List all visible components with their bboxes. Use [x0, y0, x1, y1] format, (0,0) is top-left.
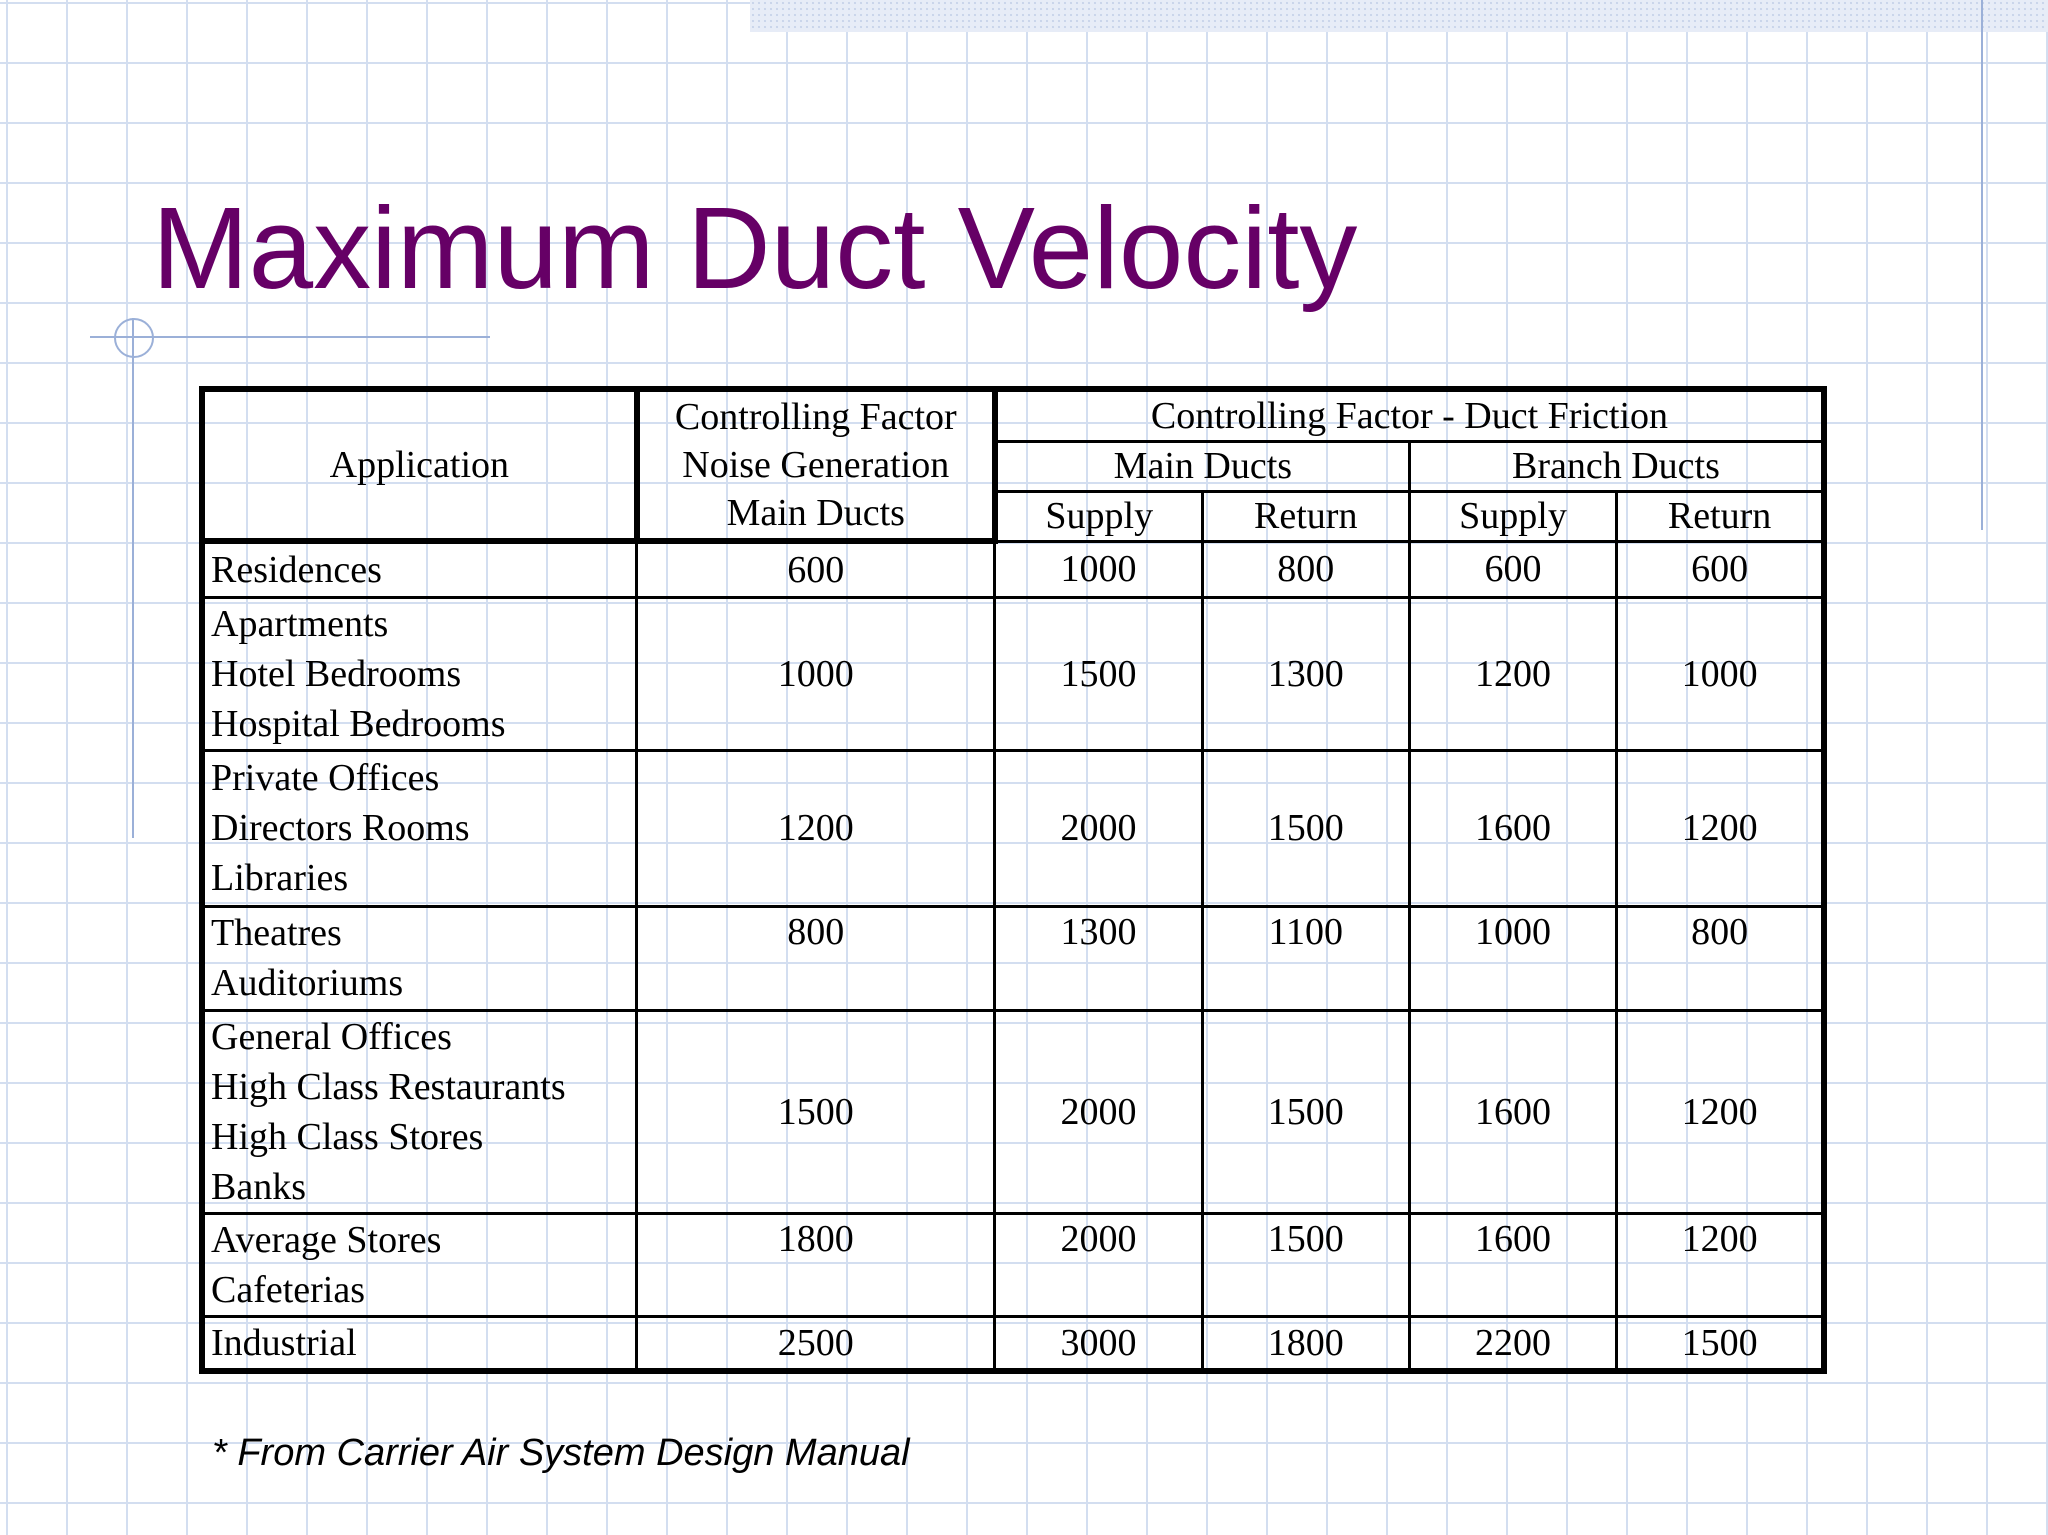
main-return-cell: 1500 — [1202, 1213, 1409, 1316]
branch-supply-cell: 1600 — [1409, 1213, 1616, 1316]
main-return-cell: 800 — [1202, 541, 1409, 597]
application-line: Cafeterias — [211, 1268, 366, 1311]
branch-return-cell: 1000 — [1617, 597, 1824, 750]
application-line: High Class Stores — [211, 1115, 484, 1158]
main-supply-cell: 1500 — [995, 597, 1202, 750]
application-line: Banks — [211, 1165, 306, 1208]
header-noise-generation — [637, 389, 995, 541]
application-line: Industrial — [211, 1321, 357, 1364]
right-guide-line — [1981, 0, 1983, 530]
main-return-cell: 1300 — [1202, 597, 1409, 750]
branch-supply-cell: 1200 — [1409, 597, 1616, 750]
application-line: Libraries — [211, 857, 349, 899]
main-supply-cell: 1300 — [995, 906, 1202, 1010]
branch-return-cell: 1200 — [1617, 1213, 1824, 1316]
main-supply-cell: 2000 — [995, 750, 1202, 906]
application-cell — [202, 1316, 637, 1371]
header-noise-line: Main Ducts — [726, 492, 905, 534]
application-cell — [202, 1213, 637, 1316]
branch-supply-cell: 1000 — [1409, 906, 1616, 1010]
main-return-cell: 1500 — [1202, 750, 1409, 906]
branch-return-cell: 600 — [1617, 541, 1824, 597]
application-cell — [202, 541, 637, 597]
branch-supply-cell: 2200 — [1409, 1316, 1616, 1371]
noise-cell: 600 — [637, 541, 995, 597]
source-footnote: * From Carrier Air System Design Manual — [212, 1432, 910, 1474]
branch-return-cell: 1200 — [1617, 1010, 1824, 1213]
branch-return-cell: 1200 — [1617, 750, 1824, 906]
table-row — [202, 1010, 1824, 1213]
corner-circle-mark — [114, 318, 154, 358]
branch-supply-cell: 600 — [1409, 541, 1616, 597]
main-return-cell: 1500 — [1202, 1010, 1409, 1213]
header-noise-line: Noise Generation — [682, 444, 950, 486]
header-application: Application — [202, 389, 637, 541]
table-row — [202, 906, 1824, 1010]
application-line: High Class Restaurants — [211, 1065, 566, 1108]
branch-supply-cell: 1600 — [1409, 750, 1616, 906]
header-branch-ducts: Branch Ducts — [1409, 441, 1824, 491]
header-main-return: Return — [1202, 491, 1409, 541]
table-row — [202, 541, 1824, 597]
header-duct-friction: Controlling Factor - Duct Friction — [995, 389, 1824, 441]
main-supply-cell: 2000 — [995, 1213, 1202, 1316]
left-guide-line — [132, 318, 134, 838]
application-cell — [202, 906, 637, 1010]
page-title: Maximum Duct Velocity — [152, 183, 1358, 313]
branch-supply-cell: 1600 — [1409, 1010, 1616, 1213]
noise-cell: 1800 — [637, 1213, 995, 1316]
table-row — [202, 597, 1824, 750]
table-row — [202, 1316, 1824, 1371]
table-row — [202, 750, 1824, 906]
application-line: Auditoriums — [211, 962, 404, 1004]
header-branch-supply: Supply — [1409, 491, 1616, 541]
application-line: Average Stores — [211, 1218, 442, 1261]
application-line: Theatres — [211, 912, 342, 954]
noise-cell: 800 — [637, 906, 995, 1010]
noise-cell: 1200 — [637, 750, 995, 906]
velocity-table — [199, 386, 1827, 1374]
noise-cell: 2500 — [637, 1316, 995, 1371]
header-main-supply: Supply — [995, 491, 1202, 541]
table-row — [202, 1213, 1824, 1316]
noise-cell: 1000 — [637, 597, 995, 750]
main-return-cell: 1800 — [1202, 1316, 1409, 1371]
header-branch-return: Return — [1617, 491, 1824, 541]
application-cell — [202, 750, 637, 906]
application-line: Residences — [211, 548, 382, 591]
header-main-ducts: Main Ducts — [995, 441, 1410, 491]
main-supply-cell: 3000 — [995, 1316, 1202, 1371]
header-noise-line: Controlling Factor — [674, 396, 957, 438]
application-line: Hotel Bedrooms — [211, 652, 462, 695]
noise-cell: 1500 — [637, 1010, 995, 1213]
main-return-cell: 1100 — [1202, 906, 1409, 1010]
application-cell — [202, 1010, 637, 1213]
branch-return-cell: 1500 — [1617, 1316, 1824, 1371]
main-supply-cell: 2000 — [995, 1010, 1202, 1213]
main-supply-cell: 1000 — [995, 541, 1202, 597]
application-line: General Offices — [211, 1015, 452, 1058]
application-cell — [202, 597, 637, 750]
application-line: Hospital Bedrooms — [211, 702, 506, 745]
top-decor-band — [750, 0, 2048, 32]
application-line: Apartments — [211, 602, 389, 645]
branch-return-cell: 800 — [1617, 906, 1824, 1010]
application-line: Private Offices — [211, 757, 440, 799]
application-line: Directors Rooms — [211, 807, 470, 849]
